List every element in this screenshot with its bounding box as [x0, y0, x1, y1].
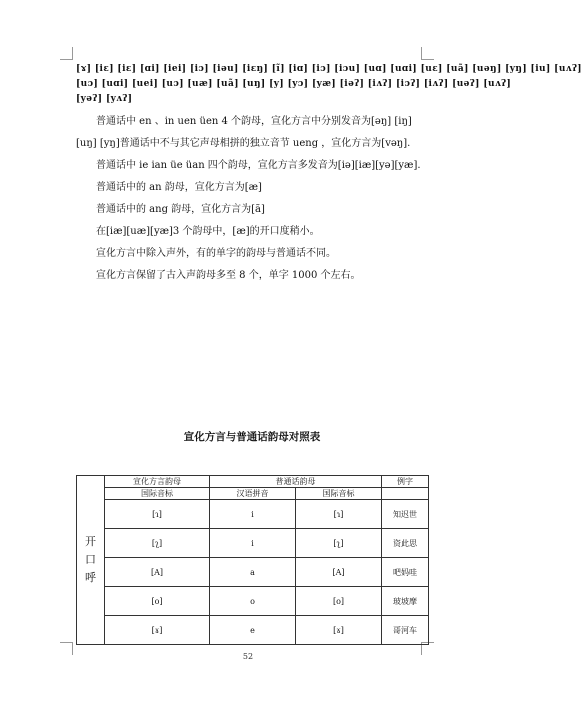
crop-mark-top-left — [60, 47, 73, 60]
cell-pinyin: i — [210, 529, 296, 558]
cell-xuanhua: [ʅ] — [105, 529, 210, 558]
header-putonghua: 普通话韵母 — [210, 476, 382, 488]
cell-ipa: [o] — [296, 587, 382, 616]
crop-mark-top-right — [421, 47, 434, 60]
cell-example: 资此思 — [382, 529, 429, 558]
paragraph: 普通话中 ie ian üe üan 四个韵母，宣化方言多发音为[iə][iæ][yə][yæ]. — [96, 160, 421, 171]
table-header-row — [77, 476, 429, 488]
table-row — [77, 500, 429, 529]
cell-example: 知迟世 — [382, 500, 429, 529]
cell-pinyin: e — [210, 616, 296, 645]
subheader-ipa: 国际音标 — [105, 488, 210, 500]
subheader-pinyin: 汉语拼音 — [210, 488, 296, 500]
header-example: 例字 — [382, 476, 429, 488]
table-row — [77, 616, 429, 645]
cell-xuanhua: [ɤ] — [105, 616, 210, 645]
table-row — [77, 587, 429, 616]
cell-ipa: [A] — [296, 558, 382, 587]
cell-ipa: [ɤ] — [296, 616, 382, 645]
cell-pinyin: o — [210, 587, 296, 616]
ipa-line: [ɤ] [iɛ] [iɛ] [ɑi] [iei] [iɔ] [iəu] [iɛŋ] [ĩ] [iɑ] [iɔ] [iɔu] [uɑ] [uɑi] [uɛ] [uã] [uəŋ] [yŋ] [iu] [uʌʔ] — [76, 64, 582, 74]
cell-xuanhua: [ɿ] — [105, 500, 210, 529]
group-char: 开 — [85, 535, 96, 548]
text-line: 普通话中的 ang 韵母，宣化方言为[ã] — [96, 204, 265, 215]
text-line: 宣化方言保留了古入声韵母多至 8 个，单字 1000 个左右。 — [96, 270, 361, 281]
ipa-line: [yəʔ] [yʌʔ] — [76, 94, 133, 104]
header-xuanhua: 宣化方言韵母 — [105, 476, 210, 488]
cell-pinyin: a — [210, 558, 296, 587]
group-char: 呼 — [85, 571, 96, 584]
cell-example: 玻坡摩 — [382, 587, 429, 616]
page-number: 52 — [242, 652, 254, 661]
ipa-line: [uɔ] [uɑi] [uei] [uɔ] [uæ] [uã] [uŋ] [y] [yɔ] [yæ] [iəʔ] [iʌʔ] [iɔʔ] [iʌʔ] [uəʔ] [uʌʔ] — [76, 79, 512, 89]
subheader-empty — [382, 488, 429, 500]
cell-xuanhua: [o] — [105, 587, 210, 616]
cell-xuanhua: [A] — [105, 558, 210, 587]
page-body — [76, 62, 582, 287]
cell-ipa: [ɿ] — [296, 500, 382, 529]
subheader-ipa2: 国际音标 — [296, 488, 382, 500]
group-char: 口 — [85, 553, 96, 566]
table-row — [77, 529, 429, 558]
cell-example: 哥河车 — [382, 616, 429, 645]
group-label-cell — [77, 476, 105, 645]
table-row — [77, 558, 429, 587]
table-title: 宣化方言与普通话韵母对照表 — [183, 431, 321, 443]
cell-example: 吧妈哇 — [382, 558, 429, 587]
comparison-table — [76, 475, 429, 645]
text-line: 在[iæ][uæ][yæ]3 个韵母中，[æ]的开口度稍小。 — [96, 226, 320, 237]
text-line: 普通话中的 an 韵母，宣化方言为[æ] — [96, 182, 262, 193]
text-line: 宣化方言中除入声外，有的单字的韵母与普通话不同。 — [96, 248, 336, 259]
paragraph: 普通话中 en 、in uen üen 4 个韵母，宣化方言中分别发音为[əŋ] [iŋ] [uŋ] [yŋ]普通话中不与其它声母相拼的独立音节 ueng ，宣化方言为[vəŋ]. — [76, 116, 412, 149]
cell-ipa: [ʅ] — [296, 529, 382, 558]
table-subheader-row — [77, 488, 429, 500]
cell-pinyin: i — [210, 500, 296, 529]
